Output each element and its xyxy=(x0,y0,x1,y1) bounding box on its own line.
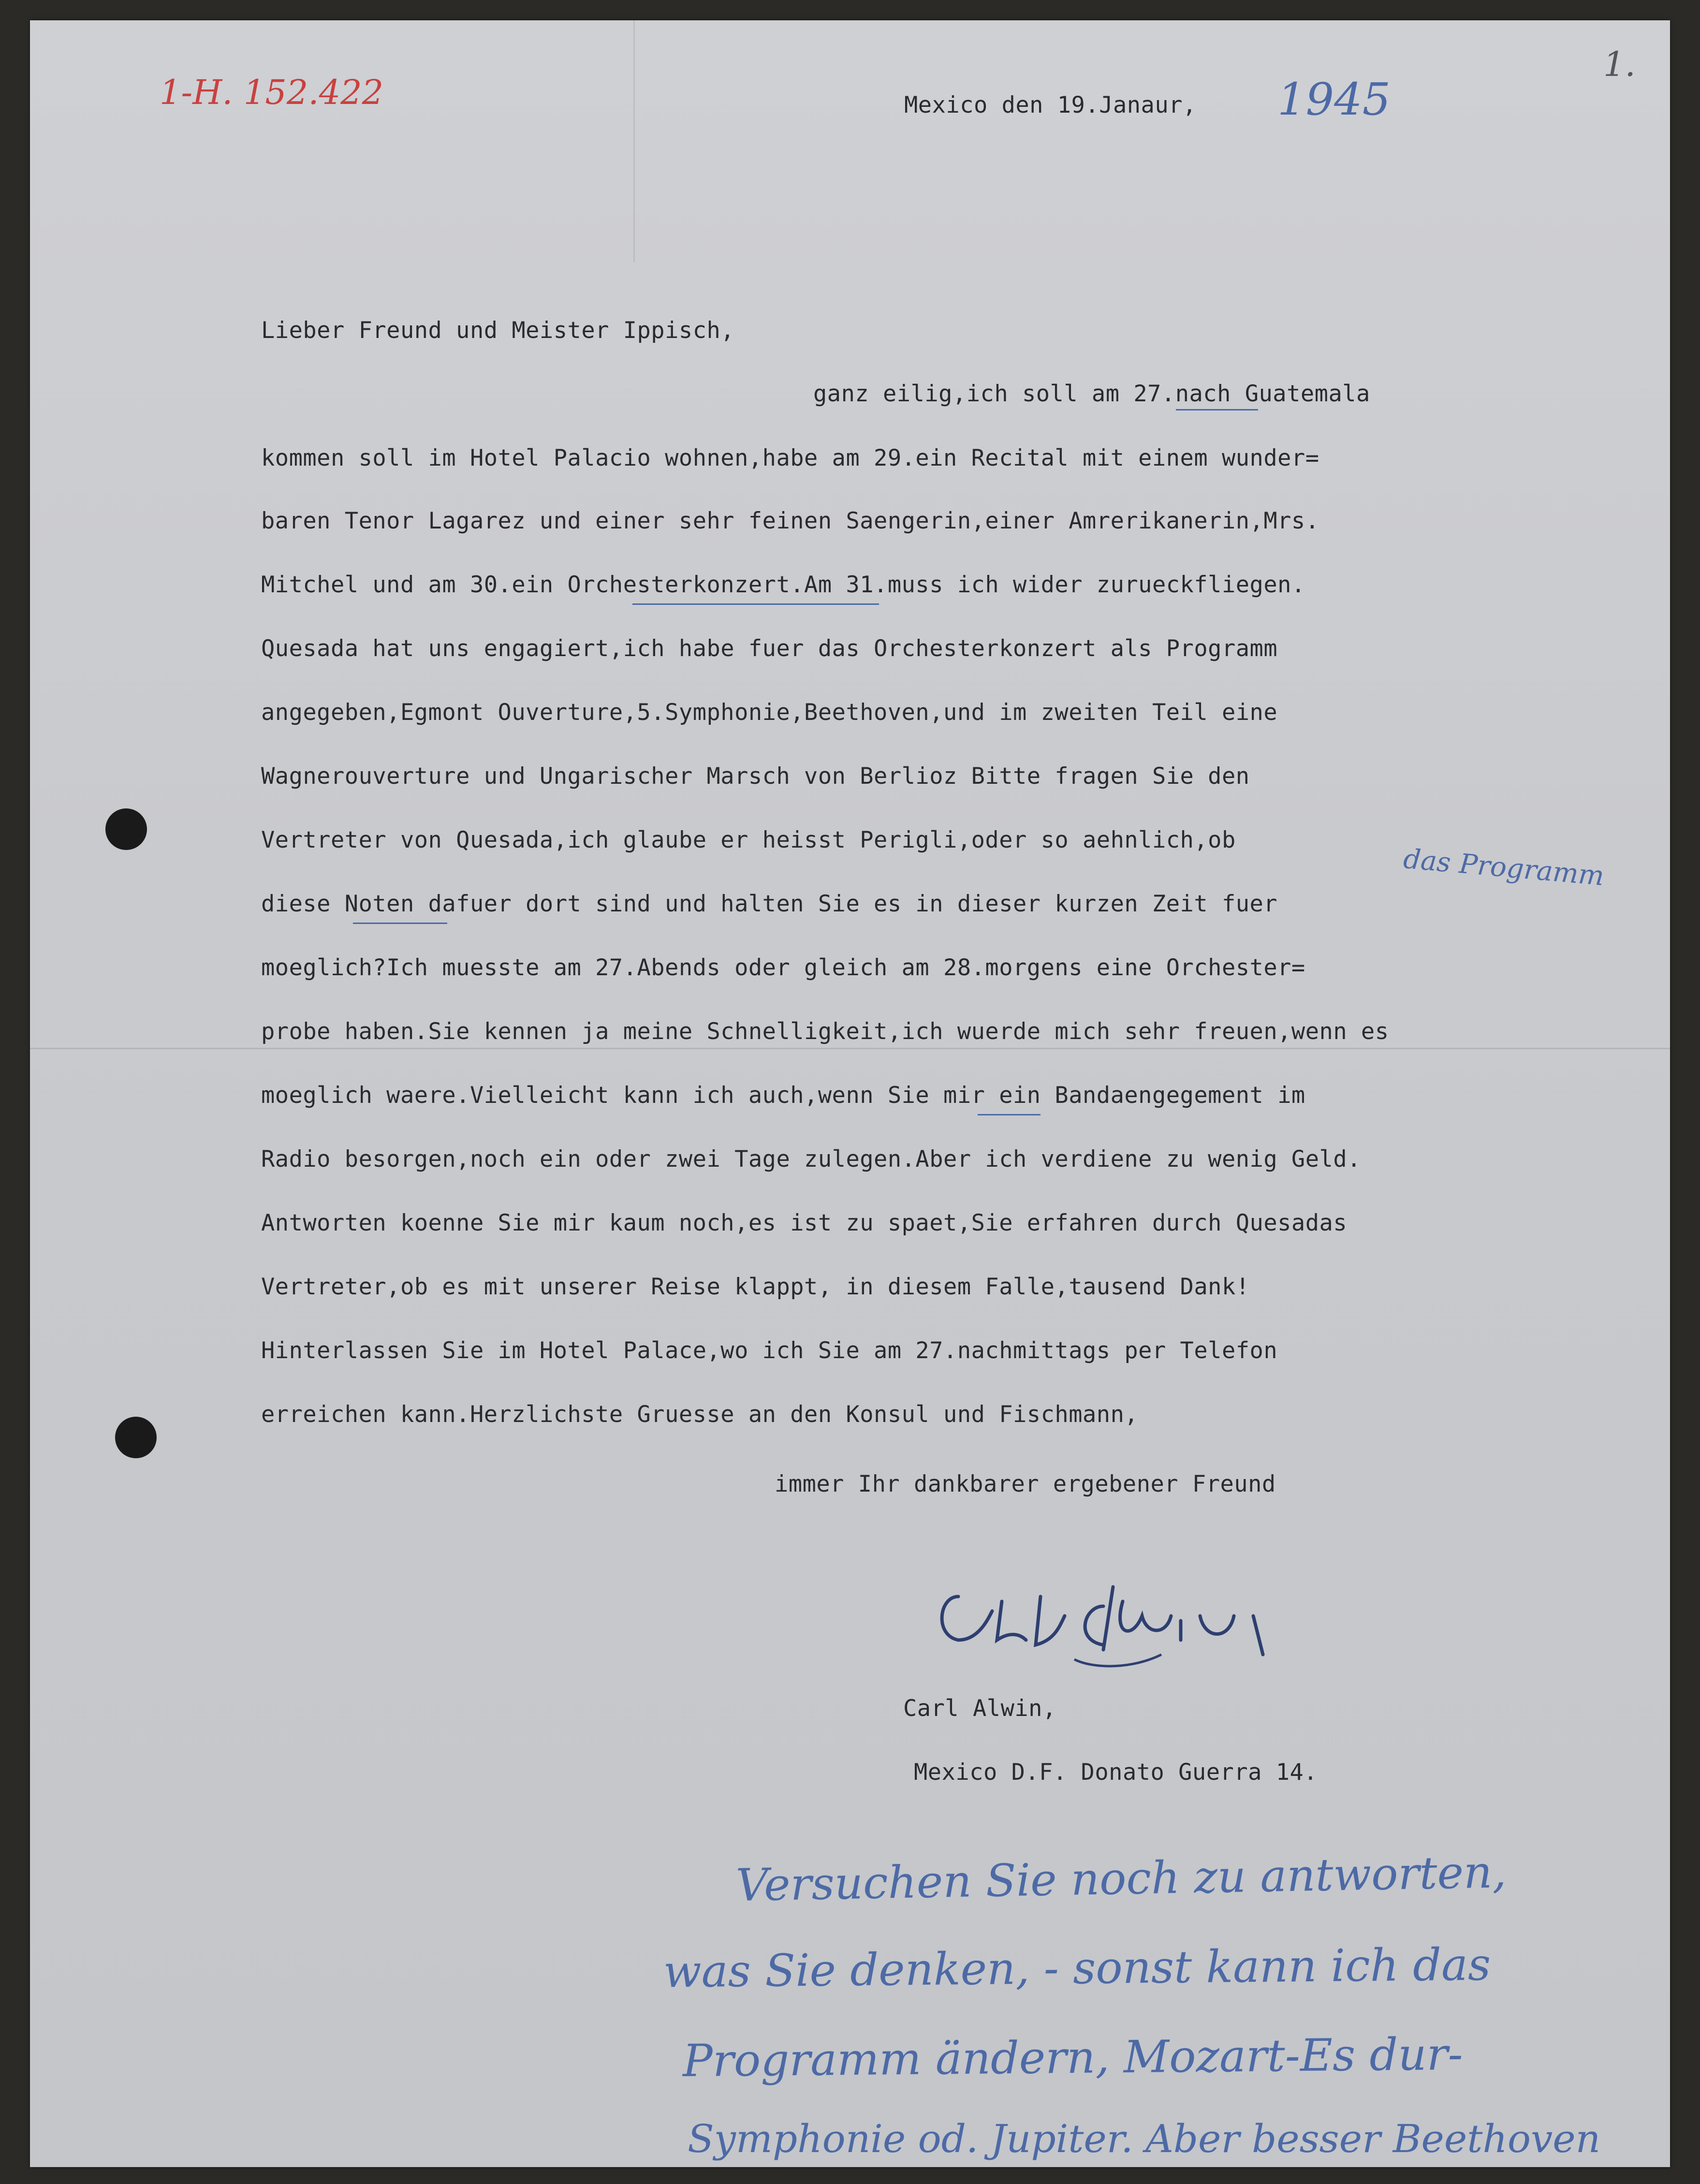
body-line: kommen soll im Hotel Palacio wohnen,habe am 29.ein Recital mit einem wunder= xyxy=(261,445,1319,471)
punch-hole-bottom xyxy=(115,1417,157,1458)
punch-hole-top xyxy=(105,808,147,850)
body-line: erreichen kann.Herzlichste Gruesse an den Konsul und Fischmann, xyxy=(261,1401,1139,1428)
body-line: Quesada hat uns engagiert,ich habe fuer das Orchesterkonzert als Programm xyxy=(261,635,1278,662)
body-line: Wagnerouverture und Ungarischer Marsch von Berlioz Bitte fragen Sie den xyxy=(261,763,1250,790)
paper-fold xyxy=(30,1048,1670,1049)
body-line: Vertreter,ob es mit unserer Reise klappt, in diesem Falle,tausend Dank! xyxy=(261,1274,1250,1300)
note-line: Programm ändern, Mozart-Es dur- xyxy=(682,2028,1464,2087)
signature xyxy=(929,1568,1364,1679)
margin-note: das Programm xyxy=(1402,843,1606,893)
note-line: Versuchen Sie noch zu antworten, xyxy=(735,1846,1507,1911)
address: Mexico D.F. Donato Guerra 14. xyxy=(914,1759,1318,1786)
body-line: Mitchel und am 30.ein Orchesterkonzert.Am 31.muss ich wider zurueckfliegen. xyxy=(261,572,1305,598)
underline-27 xyxy=(1176,409,1258,410)
body-line: diese Noten dafuer dort sind und halten Sie es in dieser kurzen Zeit fuer xyxy=(261,891,1278,917)
body-line: angegeben,Egmont Ouverture,5.Symphonie,Beethoven,und im zweiten Teil eine xyxy=(261,699,1278,726)
body-line: moeglich?Ich muesste am 27.Abends oder gleich am 28.morgens eine Orchester= xyxy=(261,954,1305,981)
note-line: was Sie denken, - sonst kann ich das xyxy=(663,1938,1491,1998)
paper-crease xyxy=(633,20,635,262)
archive-mark: 1-H. 152.422 xyxy=(160,73,384,112)
letter-sheet xyxy=(30,20,1670,2167)
salutation: Lieber Freund und Meister Ippisch, xyxy=(261,317,735,344)
underline-noten xyxy=(353,923,447,924)
body-line: Vertreter von Quesada,ich glaube er heisst Perigli,oder so aehnlich,ob xyxy=(261,827,1236,853)
typed-name: Carl Alwin, xyxy=(903,1695,1056,1722)
page-number: 1. xyxy=(1603,44,1636,84)
body-line: Hinterlassen Sie im Hotel Palace,wo ich Sie am 27.nachmittags per Telefon xyxy=(261,1337,1278,1364)
body-line: ganz eilig,ich soll am 27.nach Guatemala xyxy=(813,381,1370,407)
body-line: Radio besorgen,noch ein oder zwei Tage zulegen.Aber ich verdiene zu wenig Geld. xyxy=(261,1146,1361,1173)
body-line: moeglich waere.Vielleicht kann ich auch,wenn Sie mir ein Bandaengegement im xyxy=(261,1082,1305,1109)
note-line: Symphonie od. Jupiter. Aber besser Beethoven xyxy=(688,2116,1601,2161)
body-line: baren Tenor Lagarez und einer sehr feinen Saengerin,einer Amrerikanerin,Mrs. xyxy=(261,508,1319,534)
date-year-handwritten: 1945 xyxy=(1277,73,1391,125)
underline-orchesterkonzert xyxy=(632,603,879,605)
body-line: Antworten koenne Sie mir kaum noch,es ist zu spaet,Sie erfahren durch Quesadas xyxy=(261,1210,1348,1236)
underline-sie xyxy=(978,1114,1041,1115)
closing: immer Ihr dankbarer ergebener Freund xyxy=(775,1471,1276,1497)
date-typed: Mexico den 19.Janaur, xyxy=(904,92,1197,118)
body-line: probe haben.Sie kennen ja meine Schnelligkeit,ich wuerde mich sehr freuen,wenn es xyxy=(261,1018,1389,1045)
